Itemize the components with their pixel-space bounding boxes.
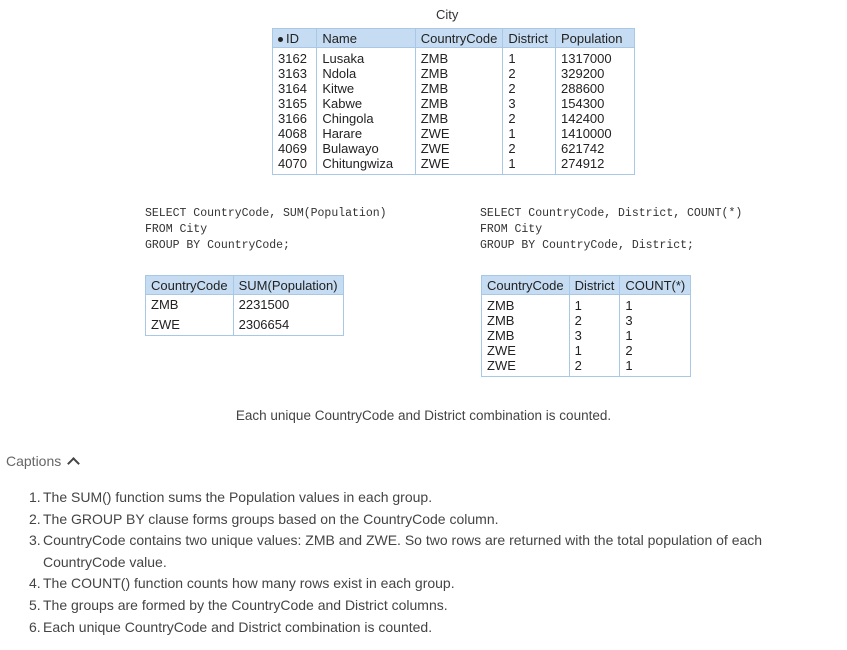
captions-toggle-label: Captions <box>6 453 62 469</box>
query2-count-column: 1 3 1 2 1 <box>620 295 691 377</box>
query2-result-table <box>481 275 691 377</box>
caption-item: 1. The SUM() function sums the Population values in each group. <box>29 489 433 505</box>
city-header-countrycode: CountryCode <box>415 29 503 48</box>
caption-item: 2. The GROUP BY clause forms groups based on the CountryCode column. <box>29 510 499 527</box>
chevron-up-icon <box>67 457 80 470</box>
query2-header-countrycode: CountryCode <box>482 276 570 295</box>
primary-key-icon <box>278 37 283 42</box>
city-countrycode-column: ZMB ZMB ZMB ZMB ZMB ZWE ZWE ZWE <box>415 48 503 175</box>
city-district-column: 1 2 2 3 2 1 2 1 <box>503 48 556 175</box>
animation-caption: Each unique CountryCode and District combination is counted. <box>235 408 612 423</box>
query1-result-table <box>145 275 344 336</box>
caption-item: 6. Each unique CountryCode and District combination is counted. <box>29 618 433 635</box>
city-population-column: 1317000 329200 288600 154300 142400 1410000 621742 274912 <box>556 48 635 175</box>
query1-header-sum: SUM(Population) <box>233 276 343 295</box>
city-header-id: ID <box>273 29 317 48</box>
query2-countrycode-column: ZMB ZMB ZMB ZWE ZWE <box>482 295 570 377</box>
city-header-population: Population <box>556 29 635 48</box>
city-table <box>272 28 635 175</box>
query2-sql: SELECT CountryCode, District, COUNT(*) FROM City GROUP BY CountryCode, District; <box>480 207 743 252</box>
captions-list <box>29 487 833 638</box>
query1-header-countrycode: CountryCode <box>146 276 234 295</box>
city-id-column: 3162 3163 3164 3165 3166 4068 4069 4070 <box>273 48 317 175</box>
query1-countrycode-column: ZMB ZWE <box>146 295 234 336</box>
query1-sql: SELECT CountryCode, SUM(Population) FROM City GROUP BY CountryCode; <box>145 207 387 252</box>
city-header-name: Name <box>317 29 415 48</box>
caption-item: 4. The COUNT() function counts how many rows exist in each group. <box>29 575 455 592</box>
captions-toggle-button[interactable] <box>6 453 78 469</box>
caption-item: 5. The groups are formed by the CountryCode and District columns. <box>29 596 448 613</box>
city-table-title: City <box>436 7 459 22</box>
caption-item: 3. CountryCode contains two unique values: ZMB and ZWE. So two rows are returned with the total population of each CountryCode value. <box>29 532 763 570</box>
query2-district-column: 1 2 3 1 2 <box>569 295 620 377</box>
query2-header-district: District <box>569 276 620 295</box>
city-header-district: District <box>503 29 556 48</box>
query2-header-count: COUNT(*) <box>620 276 691 295</box>
city-name-column: Lusaka Ndola Kitwe Kabwe Chingola Harare Bulawayo Chitungwiza <box>317 48 415 175</box>
query1-sum-column: 2231500 2306654 <box>233 295 343 336</box>
